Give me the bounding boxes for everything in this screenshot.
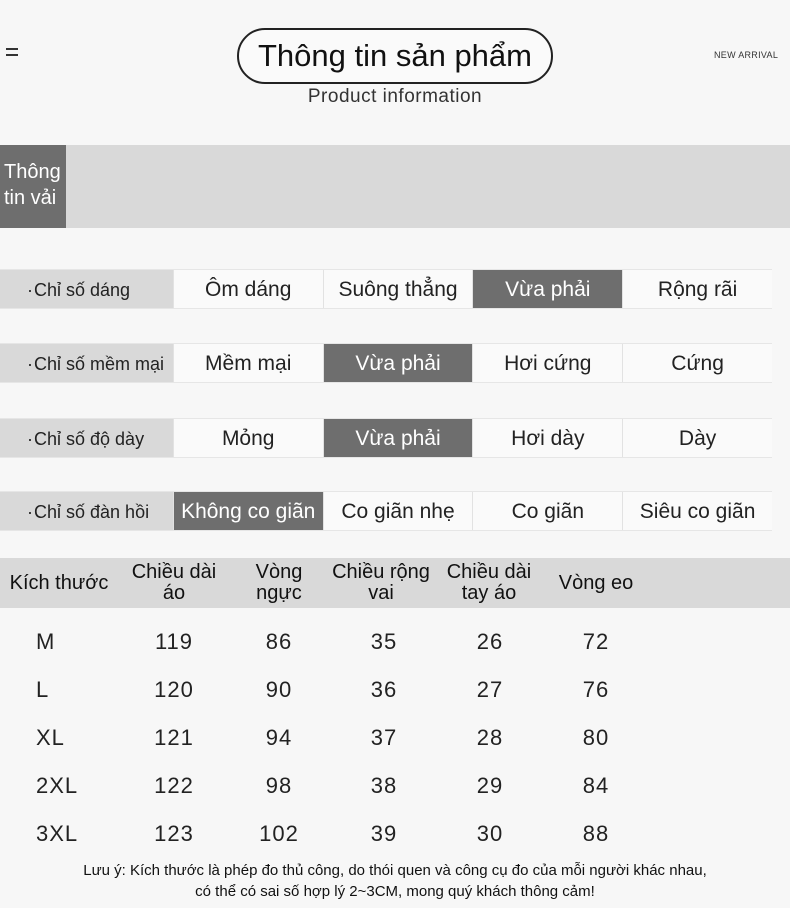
size-value: 123	[154, 821, 194, 846]
size-header-text: tay áo	[461, 582, 517, 604]
size-label: XL	[36, 725, 65, 750]
index-option[interactable]: Co giãn nhẹ	[323, 492, 473, 530]
index-row	[0, 418, 772, 458]
size-value: 35	[370, 629, 398, 654]
size-label: M	[36, 629, 56, 654]
fabric-label-line2: tin vải	[4, 187, 57, 209]
size-column-header	[0, 558, 118, 608]
size-value: 72	[582, 629, 610, 654]
size-value: 88	[582, 821, 610, 846]
size-header-text: Vòng eo	[558, 571, 634, 594]
size-value: 29	[476, 773, 504, 798]
bullet-icon: ·	[27, 354, 33, 374]
index-label	[0, 419, 173, 457]
bullet-icon: ·	[27, 280, 33, 300]
size-value: 30	[476, 821, 504, 846]
note-line-1: Lưu ý: Kích thước là phép đo thủ công, do thói quen và công cụ đo của mỗi người khác nhau,	[83, 862, 707, 879]
index-option[interactable]: Suông thẳng	[323, 270, 473, 308]
size-column-header	[118, 558, 230, 608]
index-option[interactable]: Vừa phải	[323, 419, 473, 457]
size-label: L	[36, 677, 50, 702]
size-column-header	[231, 558, 327, 608]
size-value: 121	[154, 725, 194, 750]
size-header-text: Kích thước	[9, 571, 109, 594]
size-value: 120	[154, 677, 194, 702]
page-subtitle: Product information	[307, 86, 483, 107]
size-value: 37	[370, 725, 398, 750]
size-value: 76	[582, 677, 610, 702]
index-label-text: Chỉ số mềm mại	[34, 354, 165, 374]
page-title: Thông tin sản phẩm	[237, 28, 553, 84]
size-value: 36	[370, 677, 398, 702]
index-option[interactable]: Rộng rãi	[622, 270, 772, 308]
size-value: 90	[265, 677, 293, 702]
bullet-icon: ·	[27, 429, 33, 449]
index-label	[0, 492, 173, 530]
index-option[interactable]: Hơi cứng	[472, 344, 622, 382]
index-row	[0, 343, 772, 383]
size-label: 3XL	[36, 821, 79, 846]
index-option[interactable]: Vừa phải	[472, 270, 622, 308]
index-option[interactable]: Siêu co giãn	[622, 492, 772, 530]
size-value: 86	[265, 629, 293, 654]
index-option[interactable]: Vừa phải	[323, 344, 473, 382]
size-value: 122	[154, 773, 194, 798]
index-option[interactable]: Cứng	[622, 344, 772, 382]
index-row	[0, 269, 772, 309]
size-value: 39	[370, 821, 398, 846]
index-option[interactable]: Ôm dáng	[173, 270, 323, 308]
size-value: 28	[476, 725, 504, 750]
size-value: 84	[582, 773, 610, 798]
menu-icon[interactable]	[6, 48, 18, 62]
index-label	[0, 270, 173, 308]
size-value: 94	[265, 725, 293, 750]
size-value: 38	[370, 773, 398, 798]
size-value: 119	[154, 629, 194, 654]
size-header-text: vai	[368, 582, 394, 604]
size-header-text: Chiều dài	[446, 561, 532, 583]
size-header-text: Chiều rộng	[332, 561, 430, 583]
size-value: 26	[476, 629, 504, 654]
size-value: 80	[582, 725, 610, 750]
index-option[interactable]: Dày	[622, 419, 772, 457]
fabric-info-label	[0, 145, 66, 228]
size-column-header	[439, 558, 539, 608]
size-header-text: Vòng ngực	[255, 561, 303, 604]
index-option[interactable]: Mềm mại	[173, 344, 323, 382]
index-label-text: Chỉ số độ dày	[34, 429, 145, 449]
index-option[interactable]: Không co giãn	[173, 492, 323, 530]
note-line-2: có thể có sai số hợp lý 2~3CM, mong quý khách thông cảm!	[195, 883, 595, 900]
index-option[interactable]: Hơi dày	[472, 419, 622, 457]
size-value: 102	[259, 821, 299, 846]
size-label: 2XL	[36, 773, 79, 798]
index-label-text: Chỉ số dáng	[34, 280, 131, 300]
index-option[interactable]: Mỏng	[173, 419, 323, 457]
size-value: 27	[476, 677, 504, 702]
index-label-text: Chỉ số đàn hồi	[34, 502, 150, 522]
fabric-info-band	[0, 145, 790, 228]
index-label	[0, 344, 173, 382]
size-header-text: Chiều dài áo	[131, 561, 217, 604]
index-option[interactable]: Co giãn	[472, 492, 622, 530]
size-column-header	[546, 558, 646, 608]
size-column-header	[331, 558, 431, 608]
index-row	[0, 491, 772, 531]
new-arrival-badge: NEW ARRIVAL	[714, 50, 779, 60]
bullet-icon: ·	[27, 502, 33, 522]
size-value: 98	[265, 773, 293, 798]
fabric-label-line1: Thông	[4, 161, 61, 183]
